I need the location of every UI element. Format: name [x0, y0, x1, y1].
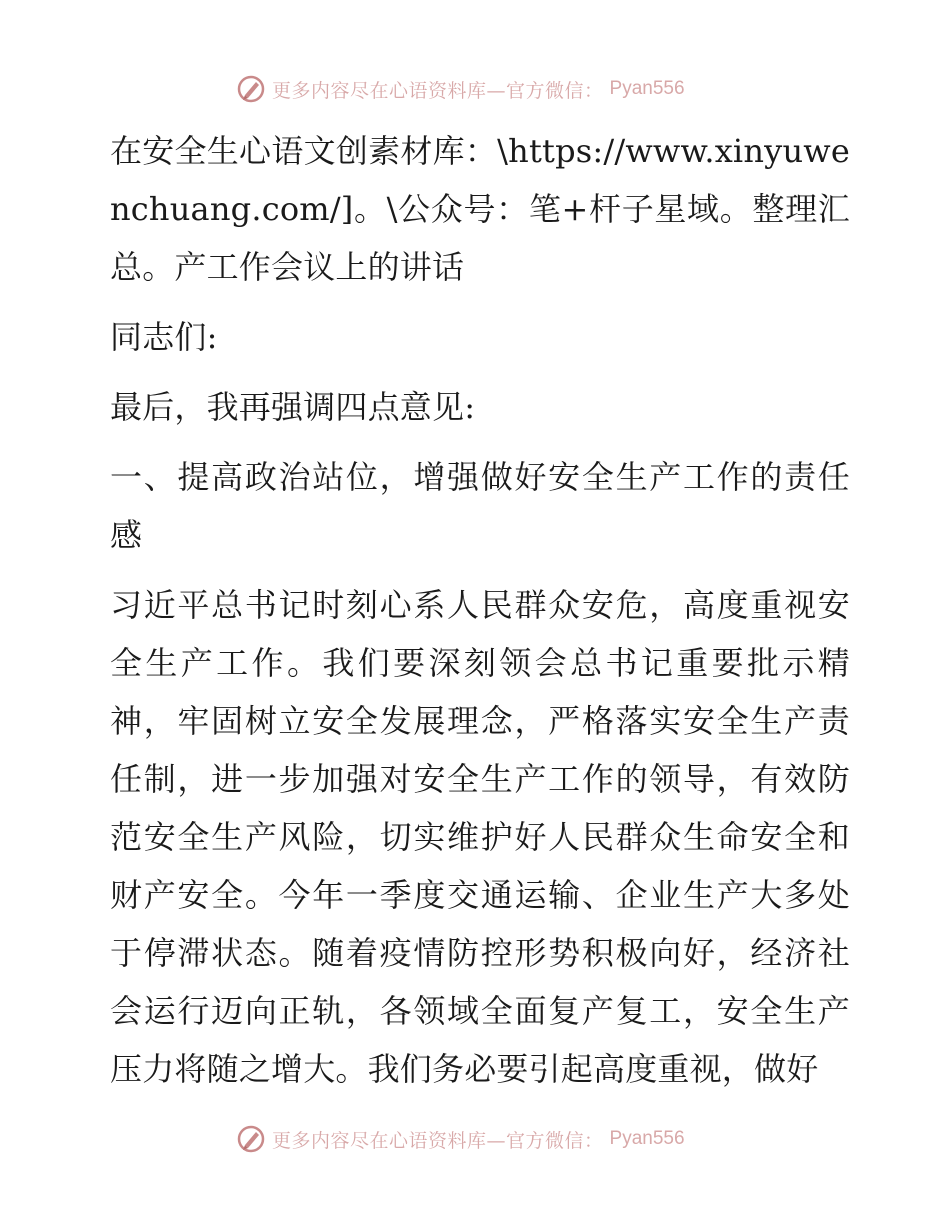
pen-circle-logo-icon — [236, 1124, 266, 1154]
salutation: 同志们: — [110, 318, 218, 356]
document-intro: 在安全生心语文创素材库：\https://www.xinyuwenchuang.com/]。\公众号：笔+杆子星域。整理汇总。产工作会议上的讲话 — [110, 132, 850, 286]
watermark-text: 更多内容尽在心语资料库—官方微信： — [272, 79, 604, 102]
opening-line: 最后，我再强调四点意见: — [110, 388, 476, 426]
watermark-wechat-id: Pyan556 — [609, 78, 685, 99]
watermark-wechat-id: Pyan556 — [609, 1128, 685, 1149]
watermark-text: 更多内容尽在心语资料库—官方微信： — [272, 1129, 604, 1152]
document-body — [98, 122, 850, 1098]
watermark-header — [236, 72, 685, 106]
section-heading-1: 一、提高政治站位，增强做好安全生产工作的责任感 — [110, 458, 850, 554]
watermark-footer — [236, 1122, 685, 1156]
section-body-1: 习近平总书记时刻心系人民群众安危，高度重视安全生产工作。我们要深刻领会总书记重要批示精神，牢固树立安全发展理念，严格落实安全生产责任制，进一步加强对安全生产工作的领导，有效防范安全生产风险，切实维护好人民群众生命安全和财产安全。今年一季度交通运输、企业生产大多处于停滞状态。随着疫情防控形势积极向好，经济社会运行迈向正轨，各领域全面复产复工，安全生产压力将随之增大。我们务必要引起高度重视，做好 — [110, 586, 850, 1088]
pen-circle-logo-icon — [236, 74, 266, 104]
